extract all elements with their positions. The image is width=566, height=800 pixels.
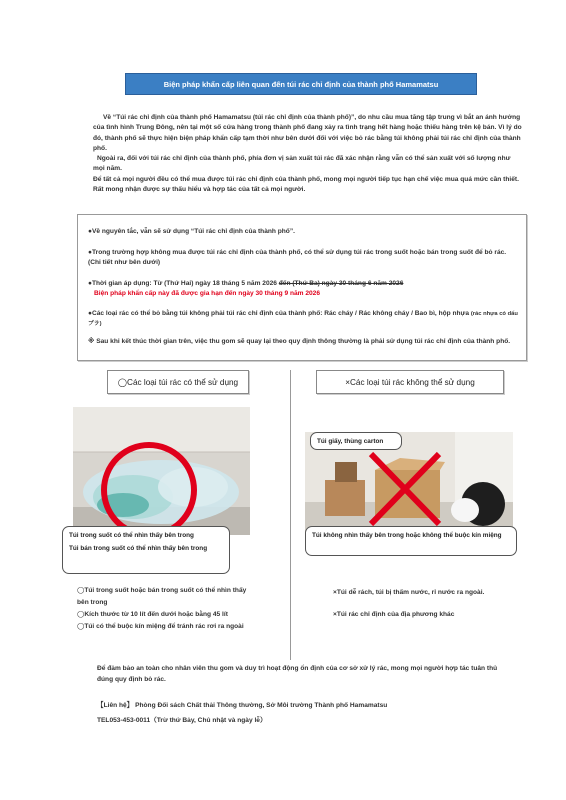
footer-note: Để đảm bảo an toàn cho nhân viên thu gom và duy trì hoạt động ổn định của cơ sở xử lý rác, mong mọi người hợp tác tuân thủ đúng quy định bỏ rác. [97, 665, 498, 683]
notice-bullet-5: ※ Sau khi kết thúc thời gian trên, việc thu gom sẽ quay lại theo quy định thông thường là phải sử dụng túi rác chỉ định của thành phố. [88, 338, 511, 345]
notice-box [77, 214, 527, 361]
list-item: ×Túi dễ rách, túi bị thấm nước, rỉ nước ra ngoài. [333, 589, 485, 596]
rubbish-types-text: ●Các loại rác có thể bỏ bằng túi không phải túi rác chỉ định của thành phố: Rác cháy / Rác không cháy / Bao bì, hộp nhựa [88, 310, 469, 317]
page-title: Biện pháp khẩn cấp liên quan đến túi rác chỉ định của thành phố Hamamatsu [125, 73, 477, 95]
period-text: ●Thời gian áp dụng: Từ (Thứ Hai) ngày 18 tháng 5 năm 2026 [88, 280, 279, 287]
period-struck: đến (Thứ Ba) ngày 30 tháng 6 năm 2026 [278, 280, 404, 287]
usable-callout [62, 526, 230, 574]
list-item: ×Túi rác chỉ định của địa phương khác [333, 611, 455, 618]
contact-line: 【Liên hệ】 Phòng Đối sách Chất thải Thông thường, Sở Môi trường Thành phố Hamamatsu [97, 702, 388, 709]
notice-bullet-3 [88, 279, 520, 299]
column-divider [290, 370, 291, 660]
intro-paragraph-3: Để tất cả mọi người đều có thể mua được túi rác chỉ định của thành phố, mong mọi người tiếp tục hạn chế việc mua quá mức cần thiết. Rất mong nhận được sự thấu hiểu và hợp tác của tất cả mọi người. [93, 175, 519, 194]
intro-text [93, 113, 523, 195]
list-item: ◯Túi có thể buộc kín miệng để tránh rác rơi ra ngoài [77, 623, 244, 630]
unusable-callout-top: Túi giấy, thùng carton [310, 432, 402, 450]
unusable-callout-bottom: Túi không nhìn thấy bên trong hoặc không thể buộc kín miệng [305, 526, 517, 556]
usable-heading: ◯Các loại túi rác có thể sử dụng [107, 370, 249, 394]
callout-semi-clear-bag: Túi bán trong suốt có thể nhìn thấy bên trong [69, 545, 208, 552]
extension-text: Biện pháp khẩn cấp này đã được gia hạn đến ngày 30 tháng 9 năm 2026 [94, 290, 321, 297]
callout-clear-bag: Túi trong suốt có thể nhìn thấy bên trong [69, 532, 194, 539]
notice-bullet-2: ●Trong trường hợp không mua được túi rác chỉ định của thành phố, có thể sử dụng túi rác trong suốt hoặc bán trong suốt để bỏ rác. (Chi tiết như bên dưới) [88, 249, 507, 266]
phone-line: TEL053-453-0011（Trừ thứ Bảy, Chủ nhật và ngày lễ） [97, 716, 267, 724]
unusable-list [333, 587, 513, 621]
list-item: ◯Túi trong suốt hoặc bán trong suốt có thể nhìn thấy bên trong [77, 587, 247, 606]
notice-bullet-1: ●Về nguyên tắc, vẫn sẽ sử dụng “Túi rác chỉ định của thành phố”. [88, 228, 295, 235]
plastic-note: (rác nhựa có dấu プラ) [88, 311, 518, 327]
usable-photo [73, 407, 250, 535]
unusable-heading: ×Các loại túi rác không thể sử dụng [316, 370, 504, 394]
notice-bullet-4 [88, 309, 520, 329]
intro-paragraph-1: Về “Túi rác chỉ định của thành phố Hamamatsu (túi rác chỉ định của thành phố)”, do nhu cầu mua tăng tập trung vì bắt an ánh hưởng của tình hình Trung Đông, nên tại một số cửa hàng trong thành phố đang xảy ra tình trạng hết hàng hoặc thiếu hàng trên kệ bán. Vì lý do đó, thành phố sẽ thực hiện biện pháp khẩn cấp tạm thời như bên dưới đối với việc bỏ rác bằng túi không phải túi rác chỉ định của thành phố. [93, 114, 522, 152]
usable-list [77, 585, 257, 633]
contact-info [97, 701, 527, 726]
list-item: ◯Kích thước từ 10 lít đến dưới hoặc bằng 45 lít [77, 611, 228, 618]
intro-paragraph-2: Ngoài ra, đối với túi rác chỉ định của thành phố, phía đơn vị sản xuất túi rác đã xác nhận rằng vẫn có thể sản xuất với số lượng như mọi năm. [93, 155, 511, 173]
